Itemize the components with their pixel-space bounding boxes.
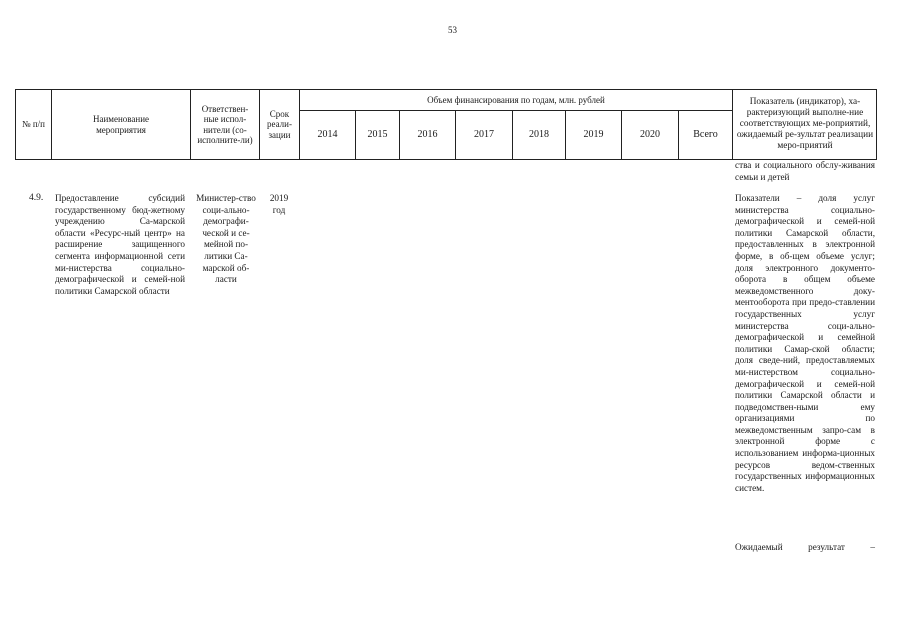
- col-term-header: Срок реали-зации: [267, 108, 292, 140]
- year-total: Всего: [693, 128, 718, 140]
- col-indicator-header: Показатель (индикатор), ха-рактеризующий выполне-ние соответствующих ме-роприятий, ожидаемый ре-зультат реализации меро-приятий: [736, 97, 874, 151]
- row-indicator: Показатели – доля услуг министерства социально-демографической и семей-ной политики Самарской области, предоставленных в электронной форме, в об-щем объеме услуг; доля электронного документо-оборота в общем объеме межведомственного доку-ментооборота при предо-ставлении государственных услуг министерства соци-ально-демографической и семейной политики Самар-ской области; доля сведе-ний, предоставляемых ми-нистерством социально-демографической и семей-ной политики Самарской области и подведомствен-ными ему организациями по межведомственным запро-сам в электронной форме с использованием информа-ционных ресурсов ведом-ственных государственных информационных систем.: [735, 193, 875, 493]
- page-number: 53: [448, 25, 457, 35]
- year-2020: 2020: [640, 128, 660, 140]
- table-header: [15, 89, 877, 160]
- year-2016: 2016: [417, 128, 438, 140]
- col-number-header: № п/п: [22, 119, 45, 130]
- row-name: Предоставление субсидий государственному бюд-жетному учреждению Са-марской области «Ресурс-ный центр» на расширение защищенного сегмента информационной сети ми-нистерства социально-демографической и семей-ной политики Самарской области: [55, 193, 185, 296]
- row-responsible: Министер-ство соци-ально-демографи-ческой и се-мейной по-литики Са-марской об-ласти: [196, 193, 256, 285]
- year-2017: 2017: [474, 128, 494, 140]
- year-2018: 2018: [529, 128, 549, 140]
- row-number: 4.9.: [29, 193, 44, 203]
- carryover-text: ства и социального обслу-живания семьи и детей: [735, 160, 875, 182]
- year-2019: 2019: [583, 128, 604, 140]
- col-responsible-header: Ответствен-ные испол-нители (со-исполните-ли): [197, 103, 253, 145]
- year-2014: 2014: [317, 128, 338, 140]
- year-2015: 2015: [367, 128, 388, 140]
- col-funding-header: Объем финансирования по годам, млн. рублей: [427, 94, 605, 105]
- row-term: 2019 год: [269, 193, 289, 215]
- col-name-header: Наименование мероприятия: [92, 114, 150, 135]
- row-expected-result: Ожидаемый результат –: [735, 542, 875, 552]
